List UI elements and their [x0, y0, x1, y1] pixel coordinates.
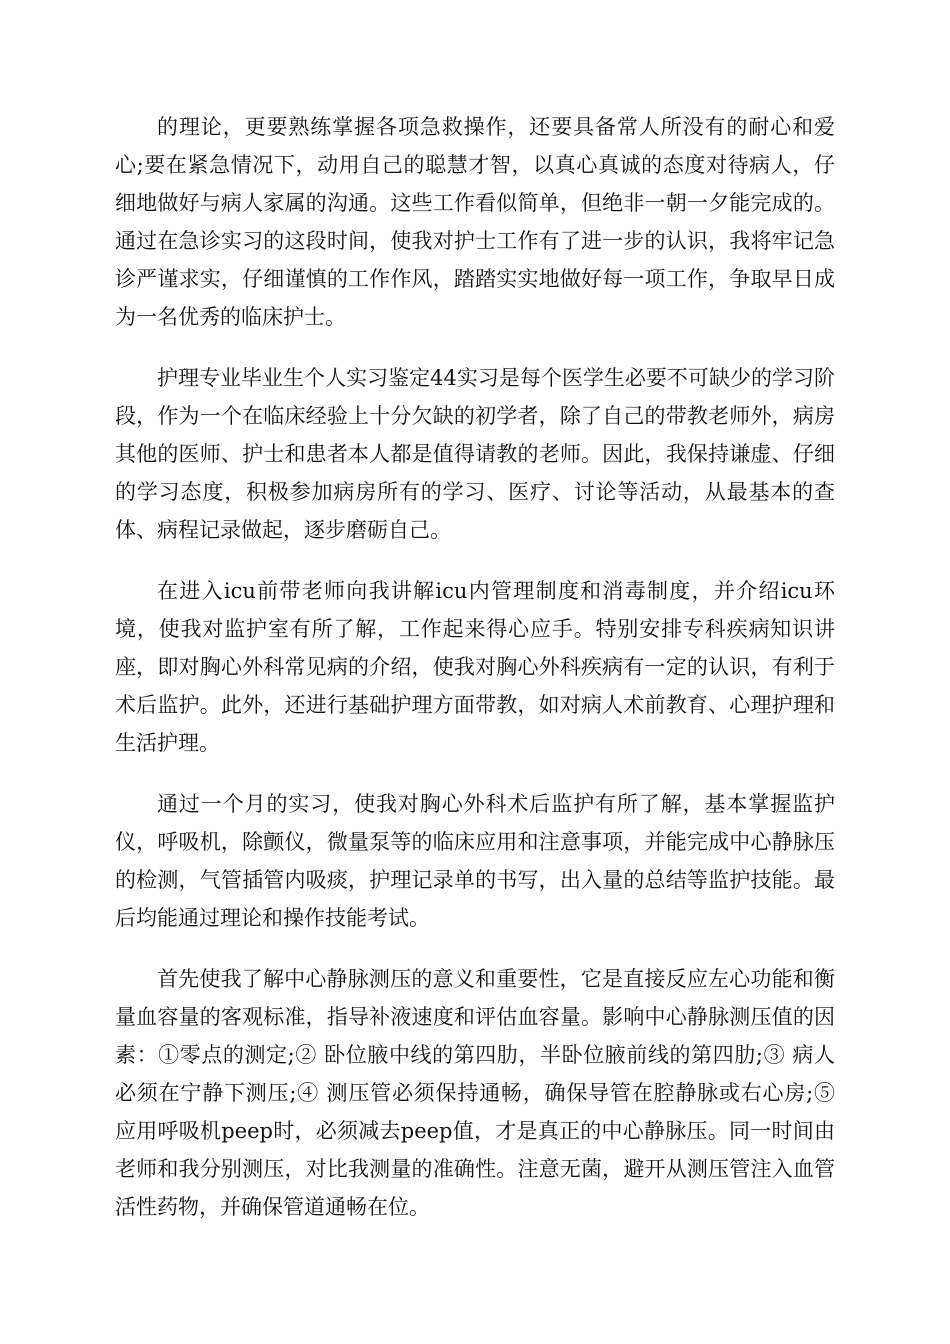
paragraph-continued: 的理论，更要熟练掌握各项急救操作，还要具备常人所没有的耐心和爱心;要在紧急情况下，动用自己的聪慧才智，以真心真诚的态度对待病人，仔细地做好与病人家属的沟通。这些工作看似简单，但绝非一朝一夕能完成的。通过在急诊实习的这段时间，使我对护士工作有了进一步的认识，我将牢记急诊严谨求实，仔细谨慎的工作作风，踏踏实实地做好每一项工作，争取早日成为一名优秀的临床护士。	[115, 115, 835, 329]
paragraph-monitoring-skills: 通过一个月的实习，使我对胸心外科术后监护有所了解，基本掌握监护仪，呼吸机，除颤仪，微量泵等的临床应用和注意事项，并能完成中心静脉压的检测，气管插管内吸痰，护理记录单的书写，出入量的总结等监护技能。最后均能通过理论和操作技能考试。	[115, 792, 835, 930]
document-body	[115, 108, 835, 1249]
paragraph-internship-appraisal: 护理专业毕业生个人实习鉴定44实习是每个医学生必要不可缺少的学习阶段，作为一个在临床经验上十分欠缺的初学者，除了自己的带教老师外，病房其他的医师、护士和患者本人都是值得请教的老师。因此，我保持谦虚、仔细的学习态度，积极参加病房所有的学习、医疗、讨论等活动，从最基本的查体、病程记录做起，逐步磨砺自己。	[115, 366, 835, 542]
paragraph-icu-introduction: 在进入icu前带老师向我讲解icu内管理制度和消毒制度，并介绍icu环境，使我对监护室有所了解，工作起来得心应手。特别安排专科疾病知识讲座，即对胸心外科常见病的介绍，使我对胸心外科疾病有一定的认识，有利于术后监护。此外，还进行基础护理方面带教，如对病人术前教育、心理护理和生活护理。	[115, 579, 835, 755]
paragraph-central-venous-pressure: 首先使我了解中心静脉测压的意义和重要性，它是直接反应左心功能和衡量血容量的客观标准，指导补液速度和评估血容量。影响中心静脉测压值的因素：①零点的测定;② 卧位腋中线的第四肋，半卧位腋前线的第四肋;③ 病人必须在宁静下测压;④ 测压管必须保持通畅，确保导管在腔静脉或右心房;⑤ 应用呼吸机peep时，必须减去peep值，才是真正的中心静脉压。同一时间由老师和我分别测压，对比我测量的准确性。注意无菌，避开从测压管注入血管活性药物，并确保管道通畅在位。	[115, 967, 835, 1219]
